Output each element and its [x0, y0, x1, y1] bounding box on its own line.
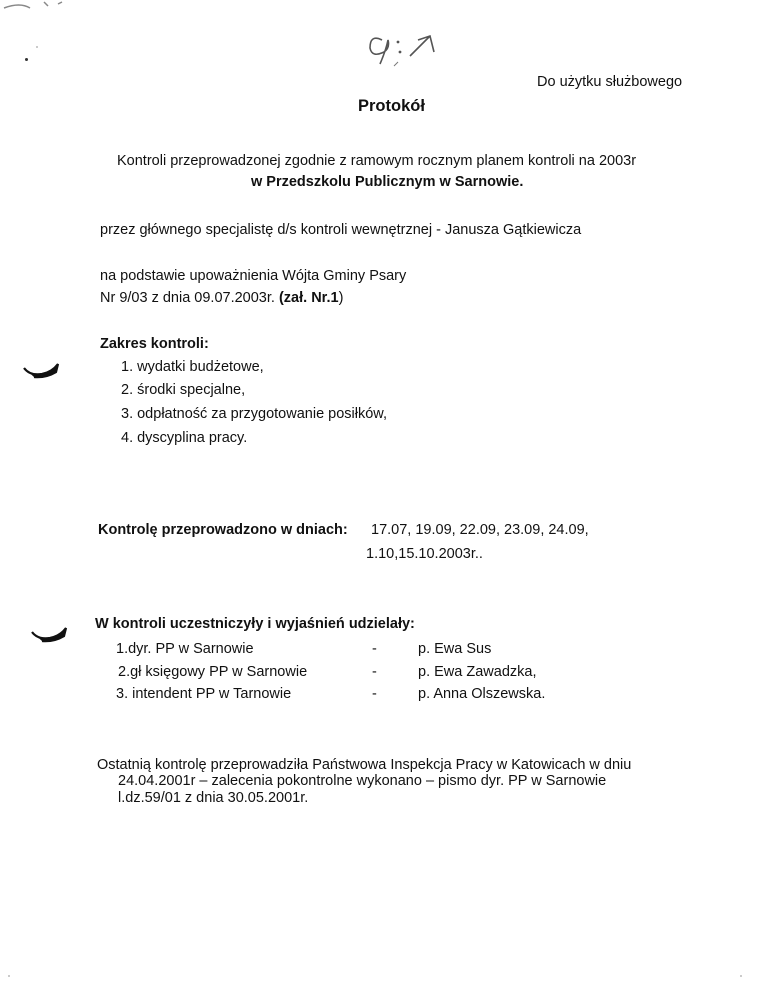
scan-speck: [25, 58, 28, 61]
intro-line-2: w Przedszkolu Publicznym w Sarnowie.: [251, 174, 524, 190]
authorization-line-2: [100, 290, 343, 306]
attachment-reference: (zał. Nr.1: [278, 290, 339, 306]
scope-item: 4. dyscyplina pracy.: [121, 430, 248, 446]
margin-check-mark: [30, 626, 70, 646]
authorization-line-1: na podstawie upoważnienia Wójta Gminy Psary: [100, 268, 407, 284]
dates-line-2: 1.10,15.10.2003r..: [366, 546, 483, 562]
intro-line-1: Kontroli przeprowadzonej zgodnie z ramowym rocznym planem kontroli na 2003r: [117, 153, 637, 169]
participant-name: p. Ewa Sus: [418, 641, 492, 657]
scan-speck: [8, 975, 10, 977]
scan-speck: [36, 46, 38, 48]
last-inspection-line-2: 24.04.2001r – zalecenia pokontrolne wykonano – pismo dyr. PP w Sarnowie: [118, 773, 607, 789]
scope-item: 2. środki specjalne,: [121, 382, 246, 398]
dates-line-1: 17.07, 19.09, 22.09, 23.09, 24.09,: [371, 522, 589, 538]
participant-role: 3. intendent PP w Tarnowie: [116, 686, 292, 702]
participant-dash: -: [372, 686, 377, 702]
scope-item: 1. wydatki budżetowe,: [121, 359, 264, 375]
scan-speck: [740, 975, 742, 977]
scope-heading: Zakres kontroli:: [100, 336, 209, 352]
participant-name: p. Ewa Zawadzka,: [418, 664, 537, 680]
participant-dash: -: [372, 641, 377, 657]
participant-role: 1.dyr. PP w Sarnowie: [116, 641, 254, 657]
last-inspection-line-3: l.dz.59/01 z dnia 30.05.2001r.: [118, 790, 309, 806]
dates-label: Kontrolę przeprowadzono w dniach:: [98, 522, 348, 538]
handwritten-page-mark: [360, 22, 450, 72]
authorization-number: Nr 9/03 z dnia 09.07.2003r.: [100, 290, 279, 306]
participants-heading: W kontroli uczestniczyły i wyjaśnień udzielały:: [95, 616, 415, 632]
inspector-line: przez głównego specjalistę d/s kontroli wewnętrznej - Janusza Gątkiewicza: [100, 222, 582, 238]
document-title: Protokół: [358, 97, 425, 115]
margin-check-mark: [22, 362, 62, 382]
participant-role: 2.gł księgowy PP w Sarnowie: [118, 664, 308, 680]
classification-label: Do użytku służbowego: [537, 74, 683, 90]
scope-item: 3. odpłatność za przygotowanie posiłków,: [121, 406, 387, 422]
corner-scan-artifact: [0, 0, 70, 30]
last-inspection-line-1: Ostatnią kontrolę przeprowadziła Państwowa Inspekcja Pracy w Katowicach w dniu: [97, 757, 632, 773]
attachment-close: ): [338, 290, 344, 306]
participant-dash: -: [372, 664, 377, 680]
participant-name: p. Anna Olszewska.: [418, 686, 546, 702]
